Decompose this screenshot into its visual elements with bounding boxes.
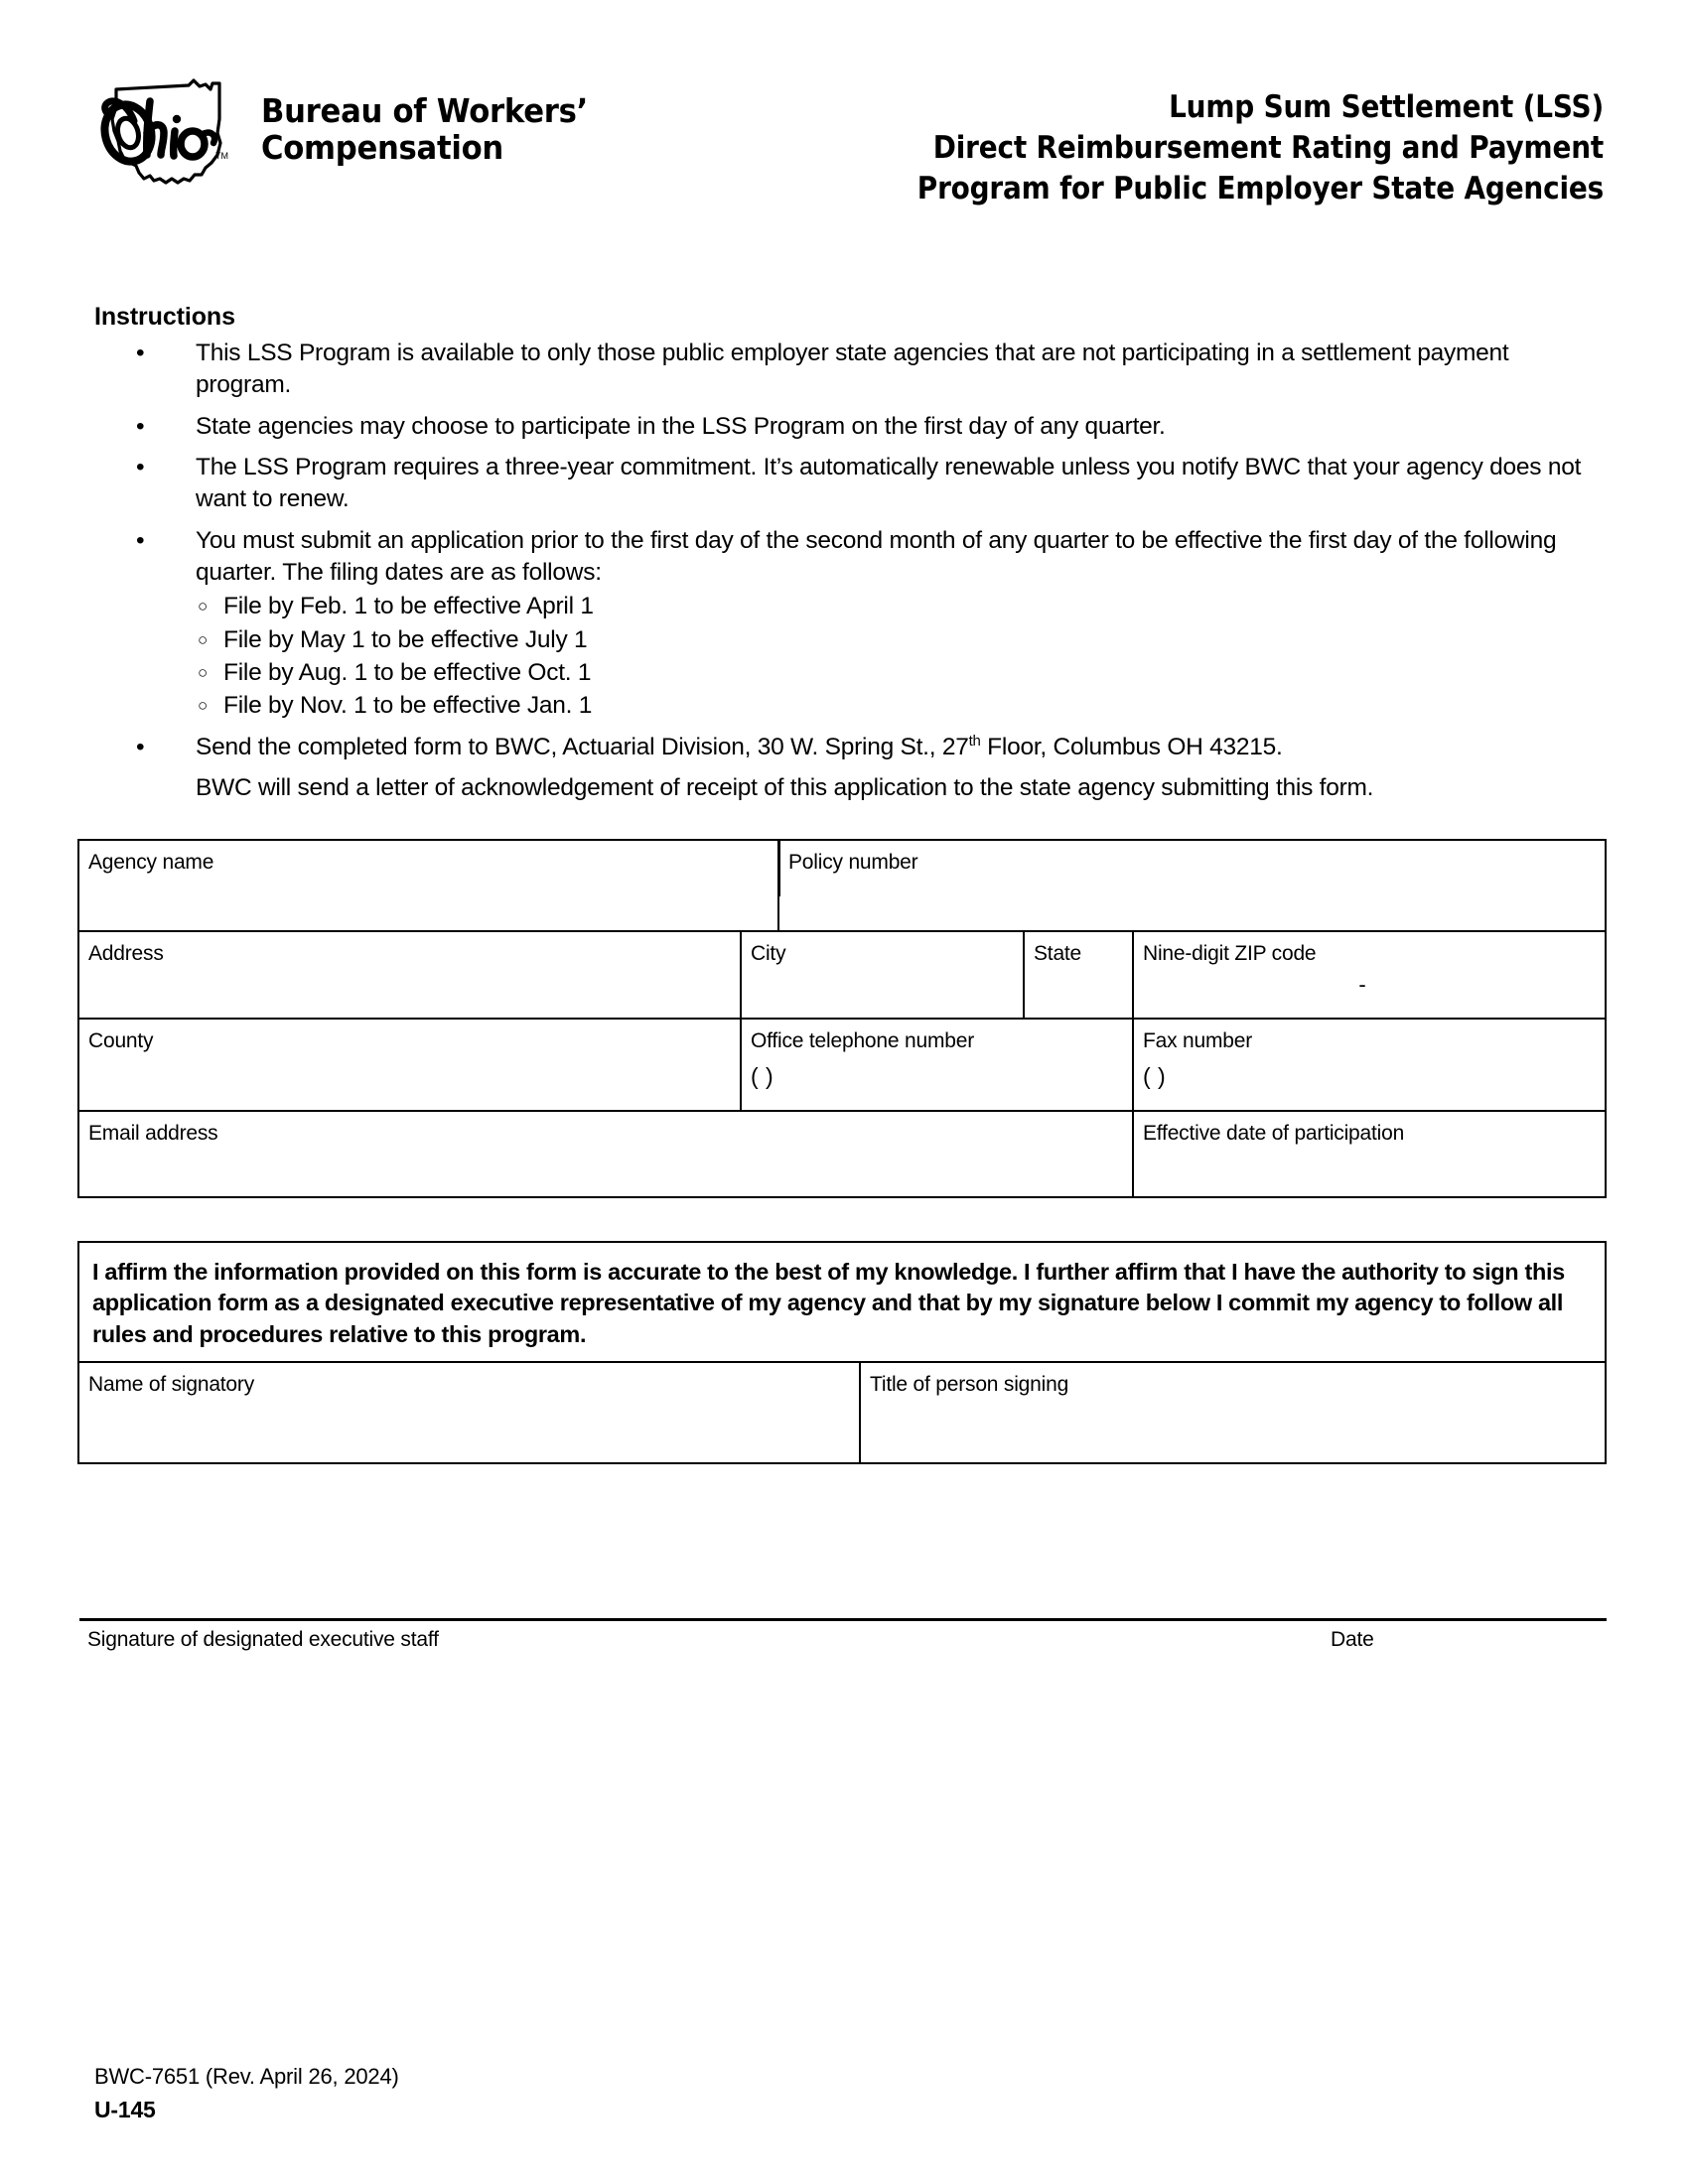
agency-name-line1: Bureau of Workers’ — [261, 91, 588, 131]
filing-date-item-2 — [196, 623, 1609, 656]
address-label: Address — [88, 942, 164, 965]
instruction-text-continued: BWC will send a letter of acknowledgement of receipt of this application to the state agency submitting this form. — [196, 773, 1374, 801]
bullet-icon: • — [136, 412, 145, 440]
instruction-text: This LSS Program is available to only those public employer state agencies that are not participating in a settlement payment program. — [196, 340, 1509, 399]
zip-code-field[interactable] — [1134, 932, 1604, 1018]
filing-date-text: File by Feb. 1 to be effective April 1 — [223, 593, 594, 620]
bullet-icon: • — [136, 526, 145, 554]
effective-date-label: Effective date of participation — [1143, 1122, 1405, 1145]
table-row[interactable] — [79, 1363, 1605, 1462]
instructions-section — [94, 303, 1609, 813]
filing-date-text: File by Aug. 1 to be effective Oct. 1 — [223, 658, 592, 686]
filing-dates-list — [196, 590, 1609, 722]
instruction-item-2 — [94, 411, 1609, 443]
instructions-heading: Instructions — [94, 303, 235, 331]
instruction-text: The LSS Program requires a three-year commitment. It’s automatically renewable unless you notify BWC that your agency does not want to renew. — [196, 453, 1582, 513]
county-label: County — [88, 1029, 154, 1052]
email-address-field[interactable] — [79, 1112, 1134, 1196]
filing-date-item-1 — [196, 590, 1609, 622]
office-telephone-parentheses: ( ) — [751, 1063, 774, 1090]
city-label: City — [751, 942, 786, 965]
signatory-title-field[interactable] — [861, 1363, 1604, 1462]
page-header — [94, 71, 1604, 210]
effective-date-field[interactable] — [1134, 1112, 1604, 1196]
zip-hyphen: - — [1358, 972, 1366, 998]
signature-section — [79, 1618, 1607, 1664]
page-title — [841, 87, 1604, 210]
filing-date-text: File by Nov. 1 to be effective Jan. 1 — [223, 692, 593, 720]
instruction-text: State agencies may choose to participate in the LSS Program on the first day of any quarter. — [196, 412, 1166, 440]
signatory-title-label: Title of person signing — [870, 1372, 1069, 1396]
table-row[interactable] — [79, 1112, 1605, 1196]
signatory-name-field[interactable] — [79, 1363, 861, 1462]
instruction-item-4 — [94, 525, 1609, 723]
policy-number-label: Policy number — [788, 851, 918, 874]
zip-code-label: Nine-digit ZIP code — [1143, 942, 1317, 965]
instruction-item-3 — [94, 452, 1609, 516]
filing-date-item-3 — [196, 656, 1609, 689]
document-code: U-145 — [94, 2096, 156, 2122]
date-caption: Date — [1331, 1628, 1374, 1651]
page-footer — [94, 2063, 399, 2125]
bullet-icon: • — [136, 340, 145, 366]
signature-caption: Signature of designated executive staff — [87, 1628, 439, 1651]
form-number: BWC-7651 (Rev. April 26, 2024) — [94, 2064, 399, 2089]
agency-name-field[interactable] — [79, 841, 779, 930]
table-row[interactable] — [79, 841, 1605, 932]
subbullet-icon: ○ — [198, 597, 209, 616]
instruction-item-1 — [94, 338, 1609, 402]
signature-rule[interactable] — [79, 1618, 1607, 1621]
agency-name-line2: Compensation — [261, 128, 503, 167]
page-title-line2: Direct Reimbursement Rating and Payment — [932, 130, 1604, 167]
svg-text:TM: TM — [215, 151, 228, 161]
agency-name — [261, 93, 588, 167]
signatory-name-label: Name of signatory — [88, 1372, 255, 1396]
ordinal-suffix: th — [968, 732, 981, 750]
affirmation-table — [77, 1241, 1607, 1464]
address-field[interactable] — [79, 932, 742, 1018]
fax-number-field[interactable] — [1134, 1020, 1604, 1110]
instruction-text: You must submit an application prior to the first day of the second month of any quarter to be effective the first day of the following quarter. The filing dates are as follows: — [196, 526, 1557, 586]
ohio-outline-script-logo-icon — [94, 71, 243, 189]
instructions-list — [94, 338, 1609, 804]
brand-lockup — [94, 71, 613, 189]
page-title-line3: Program for Public Employer State Agencies — [916, 171, 1604, 207]
instruction-text-tail: Floor, Columbus OH 43215. — [980, 733, 1283, 760]
office-telephone-label: Office telephone number — [751, 1029, 974, 1052]
city-field[interactable] — [742, 932, 1025, 1018]
office-telephone-field[interactable] — [742, 1020, 1134, 1110]
filing-date-item-4 — [196, 689, 1609, 722]
filing-date-text: File by May 1 to be effective July 1 — [223, 625, 588, 653]
table-row[interactable] — [79, 932, 1605, 1020]
instruction-text: Send the completed form to BWC, Actuarial Division, 30 W. Spring St., 27 — [196, 733, 969, 760]
affirmation-statement: I affirm the information provided on this form is accurate to the best of my knowledge. I further affirm that I have the authority to sign this application form as a designated executive representative of my agency and that by my signature below I commit my agency to follow all rules and procedures relative to this program. — [79, 1243, 1605, 1363]
bullet-icon: • — [136, 733, 145, 760]
page-title-line1: Lump Sum Settlement (LSS) — [1169, 89, 1604, 125]
county-field[interactable] — [79, 1020, 742, 1110]
contact-information-table — [77, 839, 1607, 1198]
subbullet-icon: ○ — [198, 662, 209, 682]
instruction-item-5 — [94, 732, 1609, 805]
state-field[interactable] — [1025, 932, 1134, 1018]
agency-name-label: Agency name — [88, 851, 214, 874]
email-address-label: Email address — [88, 1122, 218, 1145]
subbullet-icon: ○ — [198, 696, 209, 716]
fax-number-label: Fax number — [1143, 1029, 1253, 1052]
table-row[interactable] — [79, 1020, 1605, 1112]
bullet-icon: • — [136, 453, 145, 480]
subbullet-icon: ○ — [198, 629, 209, 649]
state-label: State — [1034, 942, 1082, 965]
fax-number-parentheses: ( ) — [1143, 1063, 1167, 1090]
signature-captions — [79, 1628, 1607, 1664]
policy-number-field[interactable] — [779, 841, 1604, 930]
